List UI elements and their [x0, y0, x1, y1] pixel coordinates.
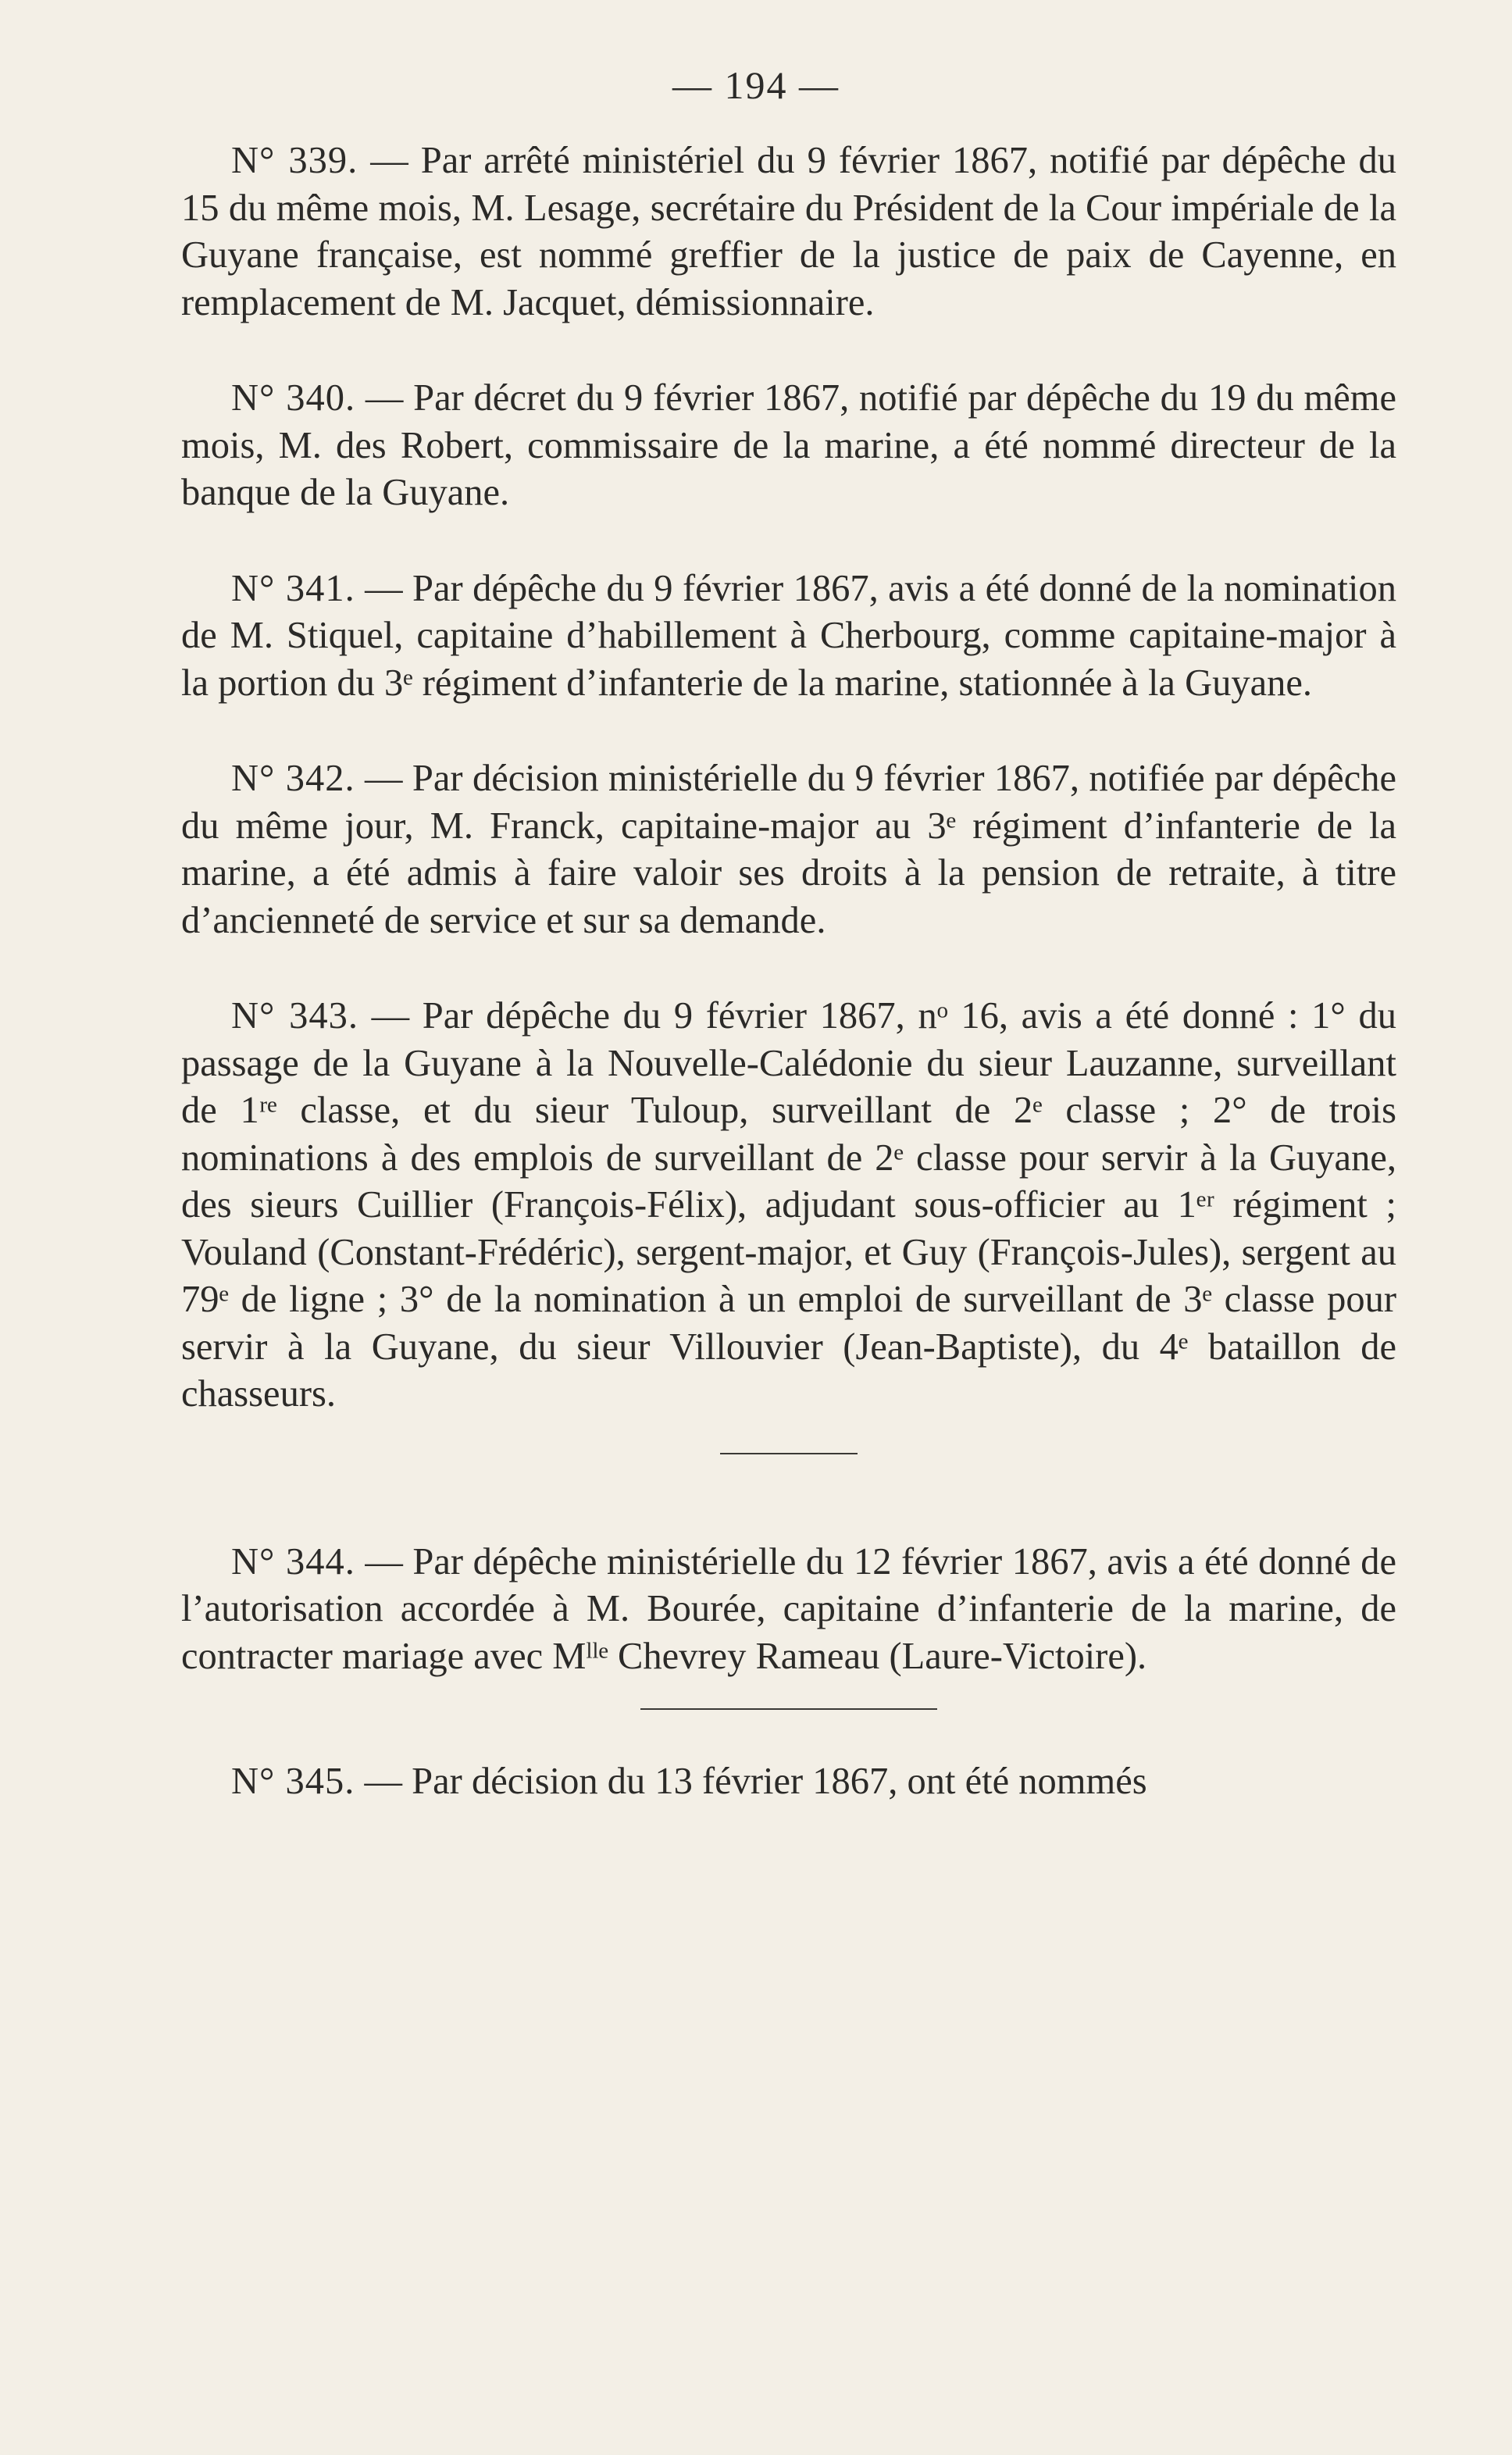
- entry-number: N° 339.: [231, 140, 358, 181]
- entry-340: [181, 375, 1396, 517]
- paragraph-gap: [181, 1454, 1396, 1539]
- entry-number: N° 345.: [231, 1761, 355, 1802]
- entry-text: — Par dépêche du 9 février 1867, avis a été donné de la nomination de M. Stiquel, capitaine d’habillement à Cherbourg, comme capitaine-major à la portion du 3ᵉ régiment d’infanterie de la marine, stationnée à la Guyane.: [181, 567, 1397, 704]
- entry-number: N° 344.: [231, 1540, 355, 1583]
- entry-341: [181, 566, 1396, 708]
- entry-text: — Par dépêche ministérielle du 12 février 1867, avis a été donné de l’autorisation accordée à M. Bourée, capitaine d’infanterie de la marine, de contracter mariage avec Mˡˡᵉ Chevrey Rameau (Laure-Victoire).: [181, 1540, 1396, 1677]
- paragraph-gap: [181, 707, 1396, 755]
- entry-344: [181, 1539, 1396, 1681]
- entry-number: N° 342.: [231, 758, 355, 799]
- paragraph-gap: [181, 944, 1396, 993]
- entry-343: [181, 993, 1396, 1418]
- entry-text: — Par décision ministérielle du 9 février 1867, notifiée par dépêche du même jour, M. Franck, capitaine-major au 3ᵉ régiment d’infanterie de la marine, a été admis à faire valoir ses droits à la pension de retraite, à titre d’ancienneté de service et sur sa demande.: [181, 758, 1396, 941]
- entry-text: — Par décret du 9 février 1867, notifié par dépêche du 19 du même mois, M. des Robert, commissaire de la marine, a été nommé directeur de la banque de la Guyane.: [181, 377, 1396, 513]
- entry-text: — Par dépêche du 9 février 1867, nᵒ 16, avis a été donné : 1° du passage de la Guyane à la Nouvelle-Calédonie du sieur Lauzanne, surveillant de 1ʳᵉ classe, et du sieur Tuloup, surveillant de 2ᵉ classe ; 2° de trois nominations à des emplois de surveillant de 2ᵉ classe pour servir à la Guyane, des sieurs Cuillier (François-Félix), adjudant sous-officier au 1ᵉʳ régiment ; Vouland (Constant-Frédéric), sergent-major, et Guy (François-Jules), sergent au 79ᵉ de ligne ; 3° de la nomination à un emploi de surveillant de 3ᵉ classe pour servir à la Guyane, du sieur Villouvier (Jean-Baptiste), du 4ᵉ bataillon de chasseurs.: [181, 995, 1396, 1415]
- page-number: — 194 —: [672, 63, 840, 107]
- paragraph-gap: [181, 517, 1396, 566]
- paragraph-gap: [181, 327, 1396, 375]
- entry-345: [181, 1758, 1396, 1806]
- entry-text: — Par décision du 13 février 1867, ont été nommés: [355, 1761, 1147, 1802]
- entry-339: [181, 137, 1396, 327]
- paragraph-gap: [181, 1710, 1396, 1758]
- entry-number: N° 341.: [231, 567, 355, 609]
- entry-342: [181, 755, 1396, 944]
- entry-text: — Par arrêté ministériel du 9 février 1867, notifié par dépêche du 15 du même mois, M. Lesage, secrétaire du Président de la Cour impériale de la Guyane française, est nommé greffier de la justice de paix de Cayenne, en remplacement de M. Jacquet, démissionnaire.: [181, 140, 1396, 323]
- entry-number: N° 343.: [231, 995, 358, 1037]
- entry-number: N° 340.: [231, 377, 356, 419]
- text-column: [181, 137, 1396, 1806]
